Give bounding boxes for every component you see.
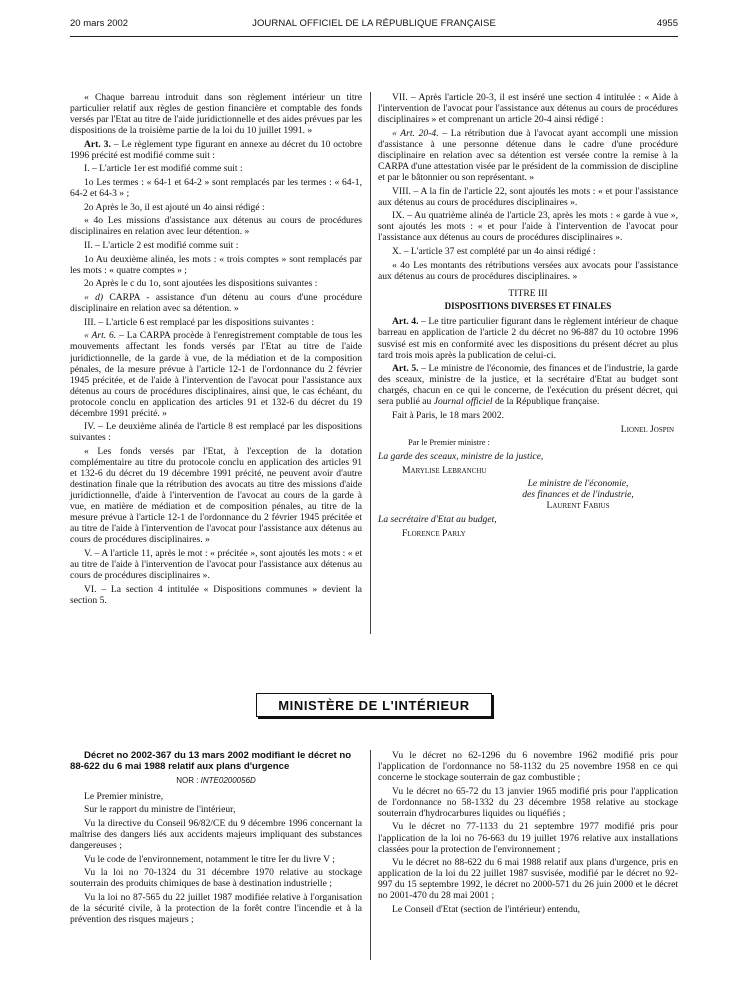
paragraph: « Chaque barreau introduit dans son règlement intérieur un titre particulier relatif aux règles de gestion financière et comptable des fonds versés par l'Etat au titre de l'aide juridictionnelle et des aides prévues par les dispositions de la troisième partie de la loi du 10 juillet 1991. » [70, 92, 362, 137]
paragraph: Vu la loi no 70-1324 du 31 décembre 1970 relative au stockage souterrain des produits chimiques de base à destination industrielle ; [70, 867, 362, 890]
paragraph: Le Conseil d'Etat (section de l'intérieur) entendu, [392, 903, 581, 915]
paragraph: Le Premier ministre, [84, 790, 164, 802]
paragraph: Vu le décret no 88-622 du 6 mai 1988 relatif aux plans d'urgence, pris en application de la loi du 22 juillet 1987 susvisée, modifié par le décret no 92-997 du 15 septembre 1992, le décret no 2000-571 du 26 juin 2000 et le décret no 2001-470 du 28 mai 2001 ; [378, 857, 678, 902]
decree-right-column [378, 750, 678, 918]
paragraph: « Art. 20-4. – La rétribution due à l'avocat ayant accompli une mission d'assistance à une personne détenue dans le cadre d'une procédure disciplinaire en relation avec sa détention est versée contre la remise à la CARPA d'une attestation visée par le président de la commission de discipline et par le bâtonnier ou son représentant. » [378, 127, 678, 183]
paragraph: V. – A l'article 11, après le mot : « précitée », sont ajoutés les mots : « et au titre de l'aide à l'intervention de l'avocat pour l'assistance aux détenus au cours de procédures disciplinaires ». [70, 548, 362, 582]
signatory-name: Marylise Lebranchu [402, 464, 487, 476]
decree-title: Décret no 2002-367 du 13 mars 2002 modifiant le décret no 88-622 du 6 mai 1988 relatif aux plans d'urgence [70, 750, 352, 772]
paragraph: « d) CARPA - assistance d'un détenu au cours d'une procédure disciplinaire en relation avec sa détention. » [70, 292, 362, 315]
header-rule [70, 36, 678, 37]
journal-title: JOURNAL OFFICIEL DE LA RÉPUBLIQUE FRANÇAISE [252, 18, 496, 29]
page-number: 4955 [656, 18, 678, 29]
paragraph: IV. – Le deuxième alinéa de l'article 8 est remplacé par les dispositions suivantes : [70, 421, 362, 444]
paragraph: « Les fonds versés par l'Etat, à l'exception de la dotation complémentaire au titre du protocole conclu en application des articles 91 et 132-6 du décret du 19 décembre 1991 précité, ne peuvent avoir d'autre destination finale que la rétribution des avocats au titre des missions d'aide juridictionnelle, d'aide à l'intervention de l'avocat au cours de la garde à vue, en matière de médiation et de composition pénales, au titre de la mesure prévue à l'article 12-1 de l'ordonnance du 2 février 1945 précitée et au titre de l'aide à l'intervention de l'avocat pour l'assistance aux détenus au cours de procédures disciplinaires. » [70, 446, 362, 546]
paragraph: 1o Les termes : « 64-1 et 64-2 » sont remplacés par les termes : « 64-1, 64-2 et 64-3 » ; [70, 177, 362, 200]
issue-date: 20 mars 2002 [70, 18, 129, 29]
paragraph: 2o Après le 3o, il est ajouté un 4o ainsi rédigé : [84, 201, 265, 213]
signatory-label: Par le Premier ministre : [408, 438, 490, 448]
paragraph: Vu le décret no 62-1296 du 6 novembre 1962 modifié pris pour l'application de l'ordonnance no 58-1132 du 25 novembre 1958 en ce qui concerne le stockage souterrain de gaz combustible ; [378, 750, 678, 784]
paragraph: « Art. 6. – La CARPA procède à l'enregistrement comptable de tous les mouvements affectant les fonds versés par l'Etat au titre de l'aide juridictionnelle, de la garde à vue, de la médiation et de la composition pénales, de la mesure prévue à l'article 12-1 de l'ordonnance du 2 février 1945 précitée, et de l'aide à l'intervention de l'avocat pour l'assistance aux détenus au cours de procédures disciplinaires, ainsi que, le cas échéant, du protocole conclu en application des articles 91 et 132-6 du décret du 19 décembre 1991 précité. » [70, 330, 362, 419]
paragraph: 1o Au deuxième alinéa, les mots : « trois comptes » sont remplacés par les mots : « quatre comptes » ; [70, 253, 362, 276]
article-4: Art. 4. – Le titre particulier figurant dans le règlement intérieur de chaque barreau en application de l'article 2 du décret no 96-887 du 10 octobre 1996 susvisé est mis en conformité avec les dispositions du présent décret au plus tard trois mois après la publication de celui-ci. [378, 316, 678, 361]
signatory-name: Florence Parly [402, 527, 466, 539]
paragraph: Vu la loi no 87-565 du 22 juillet 1987 modifiée relative à l'organisation de la sécurité civile, à la protection de la forêt contre l'incendie et à la prévention des risques majeurs ; [70, 891, 362, 926]
paragraph: X. – L'article 37 est complété par un 4o ainsi rédigé : [392, 245, 596, 257]
article-3: Art. 3. – Le règlement type figurant en annexe au décret du 10 octobre 1996 précité est modifié comme suit : [70, 138, 363, 161]
paragraph: I. – L'article 1er est modifié comme suit : [84, 163, 243, 175]
paragraph: Vu le code de l'environnement, notamment le titre Ier du livre V ; [84, 853, 335, 865]
left-column [70, 92, 362, 609]
article-5: Art. 5. – Le ministre de l'économie, des finances et de l'industrie, la garde des sceaux, ministre de la justice, et la secrétaire d'Etat au budget sont chargés, chacun en ce qui le concerne, de l'exécution du présent décret, qui sera publié au Journal officiel de la République française. [378, 363, 678, 408]
column-divider [370, 92, 371, 634]
paragraph: 2o Après le c du 1o, sont ajoutées les dispositions suivantes : [84, 278, 318, 290]
section-title: TITRE III [508, 287, 548, 299]
right-column [378, 92, 678, 541]
signatory-name: Laurent Fabius [546, 500, 610, 512]
column-divider [370, 750, 371, 960]
decree-left-column [70, 750, 362, 928]
signatory-title: La secrétaire d'Etat au budget, [378, 513, 497, 525]
paragraph: Vu le décret no 77-1133 du 21 septembre 1977 modifié pris pour l'application de la loi no 76-663 du 19 juillet 1976 relative aux installations classées pour la protection de l'environnement ; [378, 821, 678, 855]
signatory-title: La garde des sceaux, ministre de la justice, [378, 450, 544, 462]
page-header [70, 18, 678, 32]
paragraph: VI. – La section 4 intitulée « Dispositions communes » devient la section 5. [70, 583, 362, 606]
paragraph: « 4o Les missions d'assistance aux détenus au cours de procédures disciplinaires en relation avec leur détention. » [70, 215, 362, 238]
paragraph: « 4o Les montants des rétributions versées aux avocats pour l'assistance aux détenus au cours de procédures disciplinaires. » [378, 259, 678, 282]
paragraph: Vu le décret no 65-72 du 13 janvier 1965 modifié pris pour l'application de l'ordonnance no 58-1332 du 23 décembre 1958 relative au stockage souterrain d'hydrocarbures liquides ou liquéfiés ; [378, 785, 678, 819]
signature-date: Fait à Paris, le 18 mars 2002. [392, 409, 504, 421]
paragraph: Sur le rapport du ministre de l'intérieur, [84, 804, 236, 816]
signatory-title: Le ministre de l'économie, [527, 478, 629, 490]
paragraph: IX. – Au quatrième alinéa de l'article 23, après les mots : « garde à vue », sont ajoutés les mots : « et pour l'aide à l'intervention de l'avocat pour l'assistance aux détenus au cours de procédures disciplinaires ». [378, 210, 678, 244]
section-subtitle: DISPOSITIONS DIVERSES ET FINALES [444, 301, 612, 312]
paragraph: VII. – Après l'article 20-3, il est inséré une section 4 intitulée : « Aide à l'intervention de l'avocat pour l'assistance aux détenus au cours de procédures disciplinaires » et comprenant un article 20-4 ainsi rédigé : [378, 92, 678, 126]
paragraph: VIII. – A la fin de l'article 22, sont ajoutés les mots : « et pour l'assistance aux détenus au cours de procédures disciplinaires ». [378, 185, 678, 208]
paragraph: Vu la directive du Conseil 96/82/CE du 9 décembre 1996 concernant la maîtrise des dangers liés aux accidents majeurs impliquant des substances dangereuses ; [70, 817, 362, 852]
signatory-pm: Lionel Jospin [620, 423, 674, 435]
nor-reference: NOR : INTE0200056D [176, 775, 256, 785]
signatory-title: des finances et de l'industrie, [522, 489, 634, 501]
paragraph: II. – L'article 2 est modifié comme suit : [84, 240, 239, 252]
ministry-banner: MINISTÈRE DE L'INTÉRIEUR [256, 693, 492, 717]
article-label: Art. 3. [84, 138, 111, 150]
paragraph: III. – L'article 6 est remplacé par les dispositions suivantes : [84, 316, 315, 328]
